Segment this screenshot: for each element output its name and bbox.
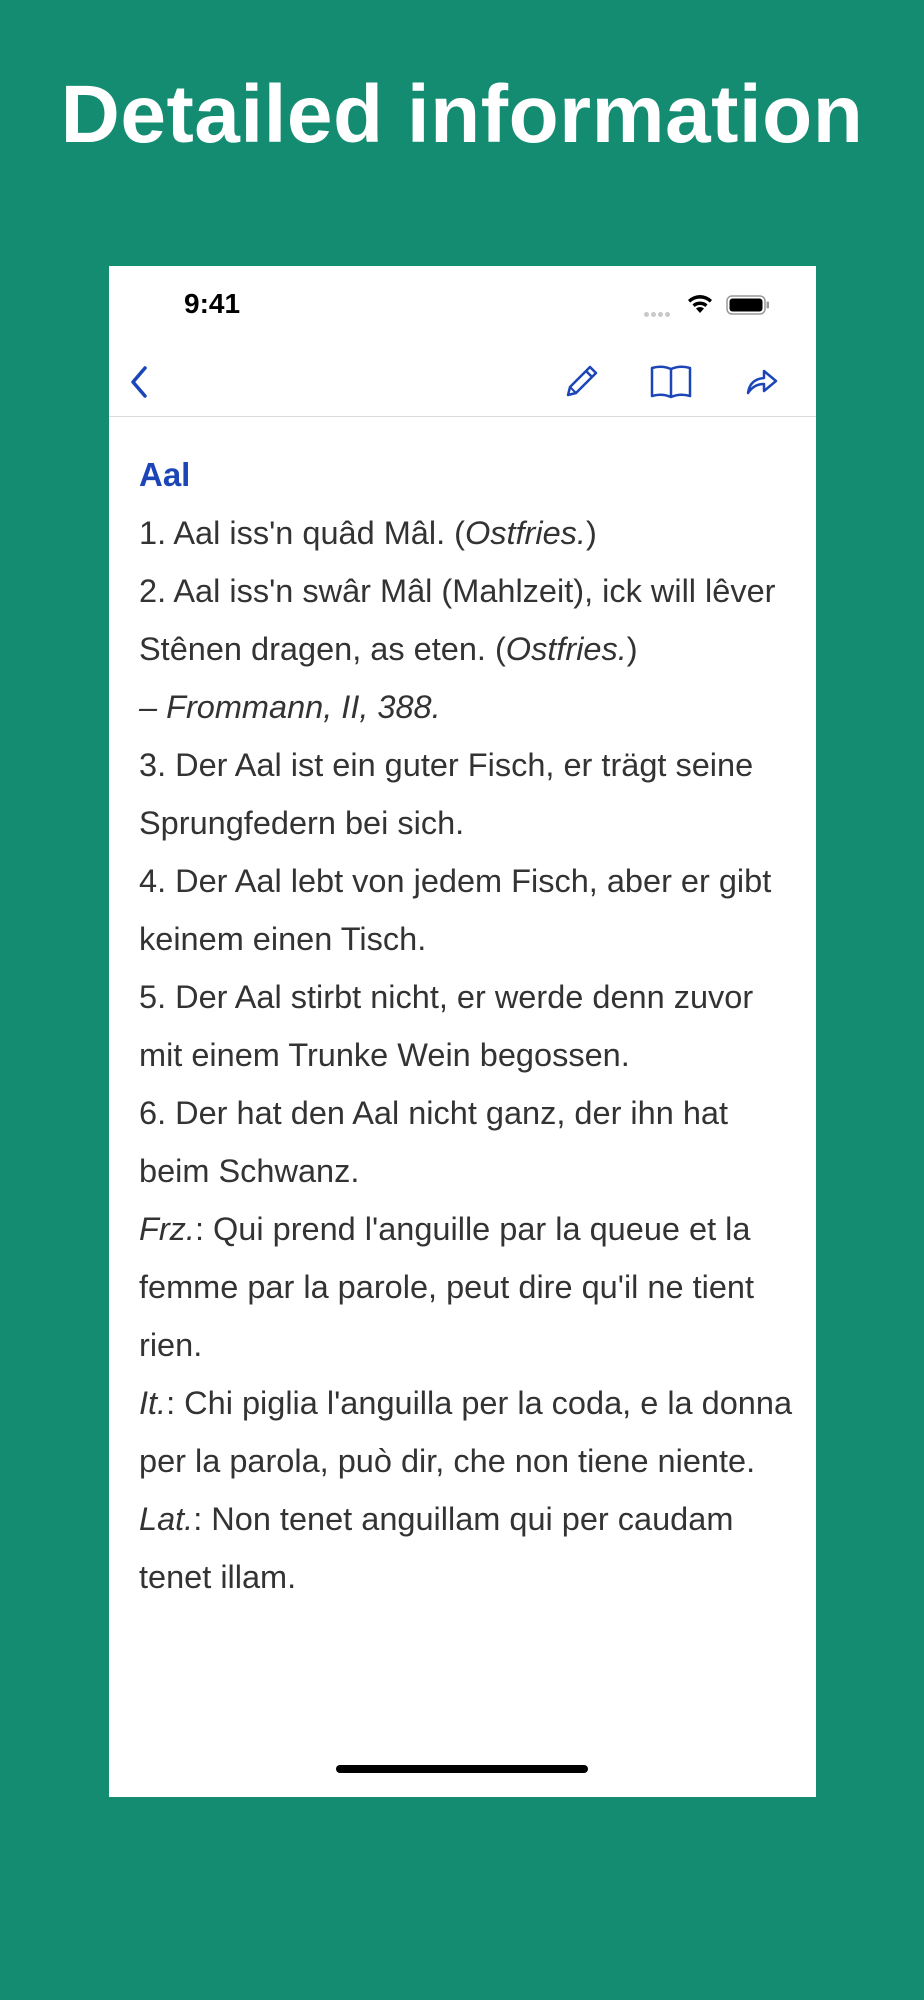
status-bar xyxy=(109,266,816,346)
proverb-4: 4. Der Aal lebt von jedem Fisch, aber er gibt keinem einen Tisch. xyxy=(139,863,772,957)
wifi-icon xyxy=(685,293,715,315)
share-arrow-icon xyxy=(742,365,782,399)
open-book-icon xyxy=(648,362,694,402)
chevron-left-icon xyxy=(127,362,151,402)
cellular-signal-icon xyxy=(644,304,672,322)
translation-italian-text: : Chi piglia l'anguilla per la coda, e la donna per la parola, può dir, che non tiene niente. xyxy=(139,1385,793,1479)
proverb-6: 6. Der hat den Aal nicht ganz, der ihn hat beim Schwanz. xyxy=(139,1095,728,1189)
proverb-1 xyxy=(139,504,799,562)
proverb-1-text: 1. Aal iss'n quâd Mâl. ( xyxy=(139,515,465,551)
dictionary-button[interactable] xyxy=(647,358,695,406)
entry-content xyxy=(139,446,799,1606)
source-citation: – Frommann, II, 388. xyxy=(139,689,441,725)
promo-title: Detailed information xyxy=(60,69,864,160)
home-indicator[interactable] xyxy=(336,1765,588,1773)
edit-button[interactable] xyxy=(557,358,605,406)
translation-italian xyxy=(139,1374,799,1490)
proverb-2 xyxy=(139,562,799,678)
translation-french-text: : Qui prend l'anguille par la queue et la femme par la parole, peut dire qu'il ne tient rien. xyxy=(139,1211,755,1363)
proverb-2-region: Ostfries. xyxy=(505,631,627,667)
proverb-1-close: ) xyxy=(585,515,597,551)
phone-screen xyxy=(109,266,816,1797)
proverb-2-source xyxy=(139,678,799,736)
language-label-italian: It. xyxy=(139,1385,167,1421)
proverb-5: 5. Der Aal stirbt nicht, er werde denn zuvor mit einem Trunke Wein begossen. xyxy=(139,979,754,1073)
language-label-latin: Lat. xyxy=(139,1501,194,1537)
navigation-bar xyxy=(109,346,816,417)
share-button[interactable] xyxy=(738,358,786,406)
translation-latin xyxy=(139,1490,799,1606)
pencil-icon xyxy=(560,361,602,403)
battery-icon xyxy=(726,295,770,315)
translation-french xyxy=(139,1200,799,1374)
proverb-2-close: ) xyxy=(626,631,638,667)
translation-latin-text: : Non tenet anguillam qui per caudam tenet illam. xyxy=(139,1501,734,1595)
language-label-french: Frz. xyxy=(139,1211,195,1247)
entry-headword: Aal xyxy=(139,456,191,493)
proverb-2-text: 2. Aal iss'n swâr Mâl (Mahlzeit), ick will lêver Stênen dragen, as eten. ( xyxy=(139,573,776,667)
back-button[interactable] xyxy=(115,358,163,406)
status-time: 9:41 xyxy=(184,288,241,319)
proverb-1-region: Ostfries. xyxy=(464,515,586,551)
proverb-3: 3. Der Aal ist ein guter Fisch, er trägt seine Sprungfedern bei sich. xyxy=(139,747,754,841)
